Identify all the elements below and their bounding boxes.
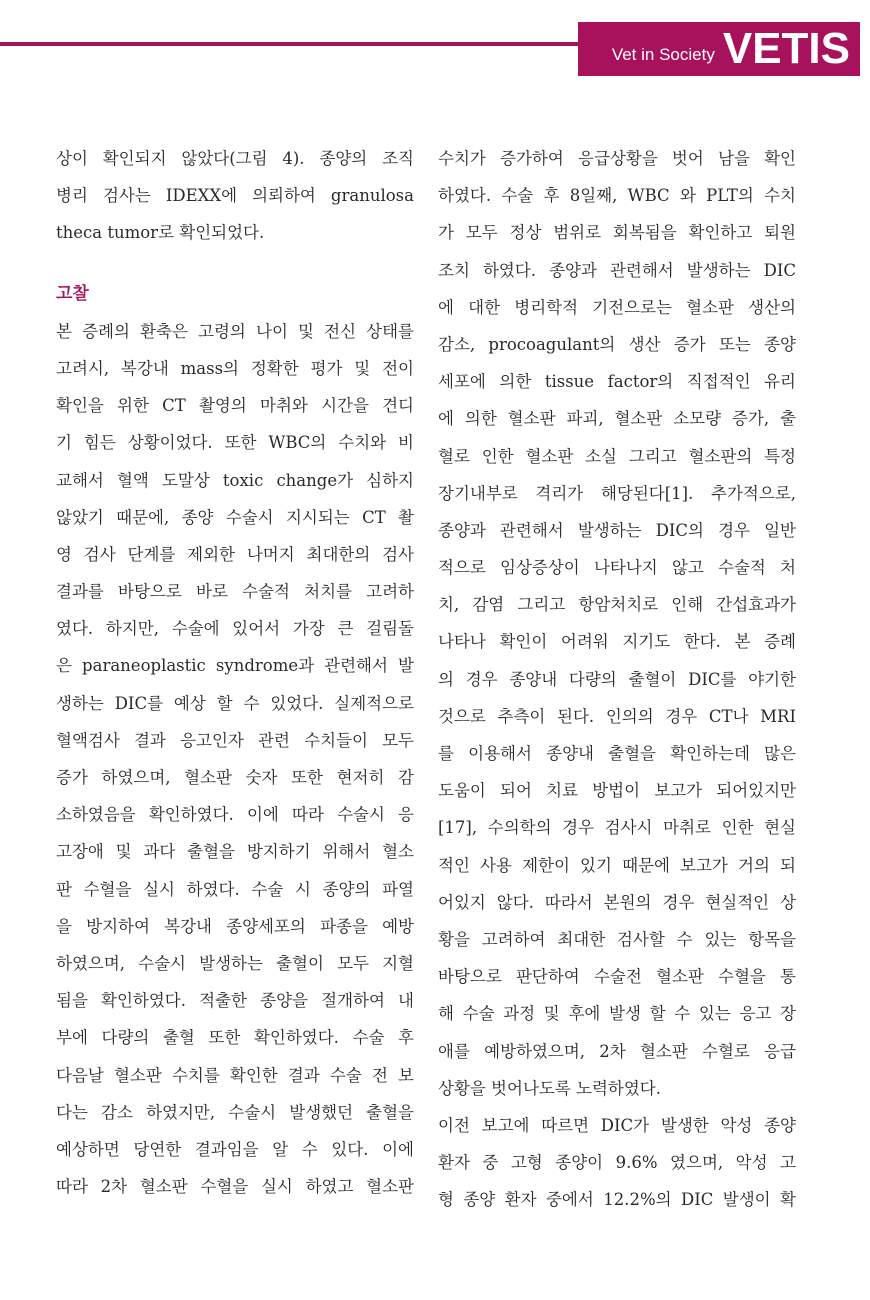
text-line: 에 의한 혈소판 파괴, 혈소판 소모량 증가, 출 <box>438 409 796 429</box>
text-line: 수치가 증가하여 응급상황을 벗어 남을 확인 <box>438 149 796 168</box>
text-line: 어있지 않다. 따라서 본원의 경우 현실적인 상 <box>438 892 796 912</box>
text-line: 고려시, 복강내 mass의 정확한 평가 및 전이 <box>56 358 414 378</box>
text-line: 해 수술 과정 및 후에 발생 할 수 있는 응고 장 <box>438 1004 796 1024</box>
text-line: 은 paraneoplastic syndrome과 관련해서 발 <box>56 656 414 676</box>
text-line: 적으로 임상증상이 나타나지 않고 수술적 처 <box>438 558 796 578</box>
text-line: 장기내부로 격리가 해당된다[1]. 추가적으로, <box>438 483 796 503</box>
right-paragraph-2 <box>438 1107 796 1219</box>
text-line: theca tumor로 확인되었다. <box>56 223 265 243</box>
text-line: 따라 2차 혈소판 수혈을 실시 하였고 혈소판 <box>56 1177 414 1197</box>
text-line: 본 증례의 환축은 고령의 나이 및 전신 상태를 <box>56 321 414 341</box>
header-rule <box>0 42 600 46</box>
text-line: 됨을 확인하였다. 적출한 종양을 절개하여 내 <box>56 991 414 1011</box>
text-line: 도움이 되어 치료 방법이 보고가 되어있지만 <box>438 781 796 801</box>
text-line: 혈액검사 결과 응고인자 관련 수치들이 모두 <box>56 730 414 750</box>
right-column <box>438 140 796 1218</box>
text-line: 바탕으로 판단하여 수술전 혈소판 수혈을 통 <box>438 967 796 987</box>
text-line: 판 수혈을 실시 하였다. 수술 시 종양의 파열 <box>56 879 414 899</box>
text-line: 애를 예방하였으며, 2차 혈소판 수혈로 응급 <box>438 1041 796 1061</box>
text-line: 적인 사용 제한이 있기 때문에 보고가 거의 되 <box>438 855 796 875</box>
text-line: 생하는 DIC를 예상 할 수 있었다. 실제적으로 <box>56 693 414 713</box>
text-line: 가 모두 정상 범위로 회복됨을 확인하고 퇴원 <box>438 223 796 243</box>
brand-logo-text: VETIS <box>722 24 850 73</box>
text-line: 였다. 하지만, 수술에 있어서 가장 큰 걸림돌 <box>56 619 414 639</box>
text-line: 에 대한 병리학적 기전으로는 혈소판 생산의 <box>438 297 796 317</box>
text-line: 상황을 벗어나도록 노력하였다. <box>438 1078 661 1098</box>
text-line: 부에 다량의 출혈 또한 확인하였다. 수술 후 <box>56 1028 414 1048</box>
text-line: 치, 감염 그리고 항암처치로 인해 간섭효과가 <box>438 595 796 615</box>
text-line: 환자 중 고형 종양이 9.6% 였으며, 악성 고 <box>438 1153 796 1173</box>
text-line: 않았기 때문에, 종양 수술시 지시되는 CT 촬 <box>56 507 414 527</box>
text-line: 나타나 확인이 어려워 지기도 한다. 본 증례 <box>438 632 796 652</box>
text-line: 조치 하였다. 종양과 관련해서 발생하는 DIC <box>438 260 796 280</box>
text-line: 황을 고려하여 최대한 검사할 수 있는 항목을 <box>438 929 796 949</box>
text-line: 소하였음을 확인하였다. 이에 따라 수술시 응 <box>56 805 414 825</box>
left-paragraph-1 <box>56 140 414 252</box>
journal-brand-banner <box>578 22 860 76</box>
text-line: 영 검사 단계를 제외한 나머지 최대한의 검사 <box>56 544 414 564</box>
brand-subtitle: Vet in Society <box>611 45 715 64</box>
text-line: 예상하면 당연한 결과임을 알 수 있다. 이에 <box>56 1139 414 1159</box>
section-title: 고찰 <box>56 283 89 304</box>
text-line: 기 힘든 상황이었다. 또한 WBC의 수치와 비 <box>56 433 414 453</box>
text-line: 형 종양 환자 중에서 12.2%의 DIC 발생이 확 <box>438 1190 796 1210</box>
text-line: 종양과 관련해서 발생하는 DIC의 경우 일반 <box>438 520 796 540</box>
left-paragraph-2 <box>56 313 414 1206</box>
text-line: 다음날 혈소판 수치를 확인한 결과 수술 전 보 <box>56 1065 414 1085</box>
text-line: 고장애 및 과다 출혈을 방지하기 위해서 혈소 <box>56 842 414 862</box>
text-line: 다는 감소 하였지만, 수술시 발생했던 출혈을 <box>56 1102 414 1122</box>
text-line: 상이 확인되지 않았다(그림 4). 종양의 조직 <box>56 149 414 168</box>
text-line: 세포에 의한 tissue factor의 직접적인 유리 <box>438 372 796 392</box>
text-line: 하였으며, 수술시 발생하는 출혈이 모두 지혈 <box>56 953 414 973</box>
text-line: 증가 하였으며, 혈소판 숫자 또한 현저히 감 <box>56 768 414 787</box>
text-line: 의 경우 종양내 다량의 출혈이 DIC를 야기한 <box>438 669 796 689</box>
text-line: 감소, procoagulant의 생산 증가 또는 종양 <box>438 334 796 354</box>
text-line: 하였다. 수술 후 8일째, WBC 와 PLT의 수치 <box>438 186 796 206</box>
right-paragraph-1 <box>438 140 796 1107</box>
text-line: 교해서 혈액 도말상 toxic change가 심하지 <box>56 470 414 490</box>
text-line: 병리 검사는 IDEXX에 의뢰하여 granulosa <box>56 186 414 206</box>
text-line: 확인을 위한 CT 촬영의 마취와 시간을 견디 <box>56 396 414 416</box>
text-line: 을 방지하여 복강내 종양세포의 파종을 예방 <box>56 916 414 936</box>
text-line: 것으로 추측이 된다. 인의의 경우 CT나 MRI <box>438 706 796 726</box>
left-column <box>56 140 414 1205</box>
text-line: 혈로 인한 혈소판 소실 그리고 혈소판의 특정 <box>438 446 796 466</box>
text-line: 결과를 바탕으로 바로 수술적 처치를 고려하 <box>56 582 414 602</box>
text-line: [17], 수의학의 경우 검사시 마취로 인한 현실 <box>438 818 796 838</box>
text-line: 를 이용해서 종양내 출혈을 확인하는데 많은 <box>438 744 796 763</box>
text-line: 이전 보고에 따르면 DIC가 발생한 악성 종양 <box>438 1115 796 1135</box>
